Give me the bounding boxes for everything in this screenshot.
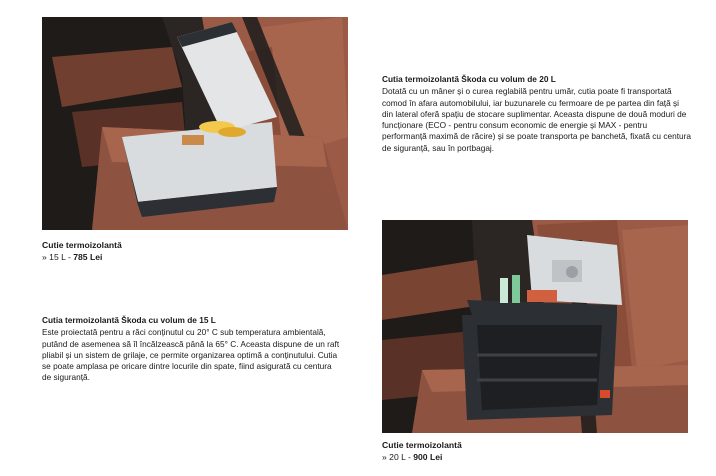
- price-line: [42, 252, 122, 264]
- caption-title: Cutie termoizolantă: [42, 240, 122, 250]
- cooler-15l-illustration: [42, 17, 348, 230]
- price-value: 900 Lei: [413, 451, 443, 462]
- volume-label: » 20 L -: [382, 451, 414, 462]
- description-15l: [42, 315, 342, 384]
- caption-15l: [42, 240, 122, 263]
- product-photo-20l: [382, 220, 688, 433]
- description-text: Este proiectată pentru a răci conținutul cu 20° C sub temperatura ambientală, putând de asemenea să îl încălzească până la 65° C. Aceasta dispune de un raft pliabil și un sistem de grilaje, ce permite organizarea optimă a conținutului. Cutia se poate amplasa pe oricare dintre locurile din spate, fiind asigurată cu centura de siguranță.: [42, 327, 340, 383]
- caption-title: Cutie termoizolantă: [382, 440, 462, 450]
- price-value: 785 Lei: [73, 251, 103, 262]
- description-20l: [382, 74, 692, 154]
- description-heading: Cutia termoizolantă Škoda cu volum de 15 L: [42, 315, 216, 325]
- price-line: [382, 452, 462, 464]
- product-photo-15l: [42, 17, 348, 230]
- cooler-20l-illustration: [382, 220, 688, 433]
- volume-label: » 15 L -: [42, 251, 74, 262]
- description-heading: Cutia termoizolantă Škoda cu volum de 20 L: [382, 74, 556, 84]
- caption-20l: [382, 440, 462, 463]
- description-text: Dotată cu un mâner și o curea reglabilă pentru umăr, cutia poate fi transportată comod în afara automobilului, iar buzunarele cu fermoare de pe partea din față și din lateral oferă spațiu de stocare suplimentar. Aceasta dispune de două moduri de funcționare (ECO - pentru consum economic de energie și MAX - pentru performanță maximă de răcire) și se poate transporta pe banchetă, fixată cu centura de siguranță, sau în portbagaj.: [382, 86, 691, 153]
